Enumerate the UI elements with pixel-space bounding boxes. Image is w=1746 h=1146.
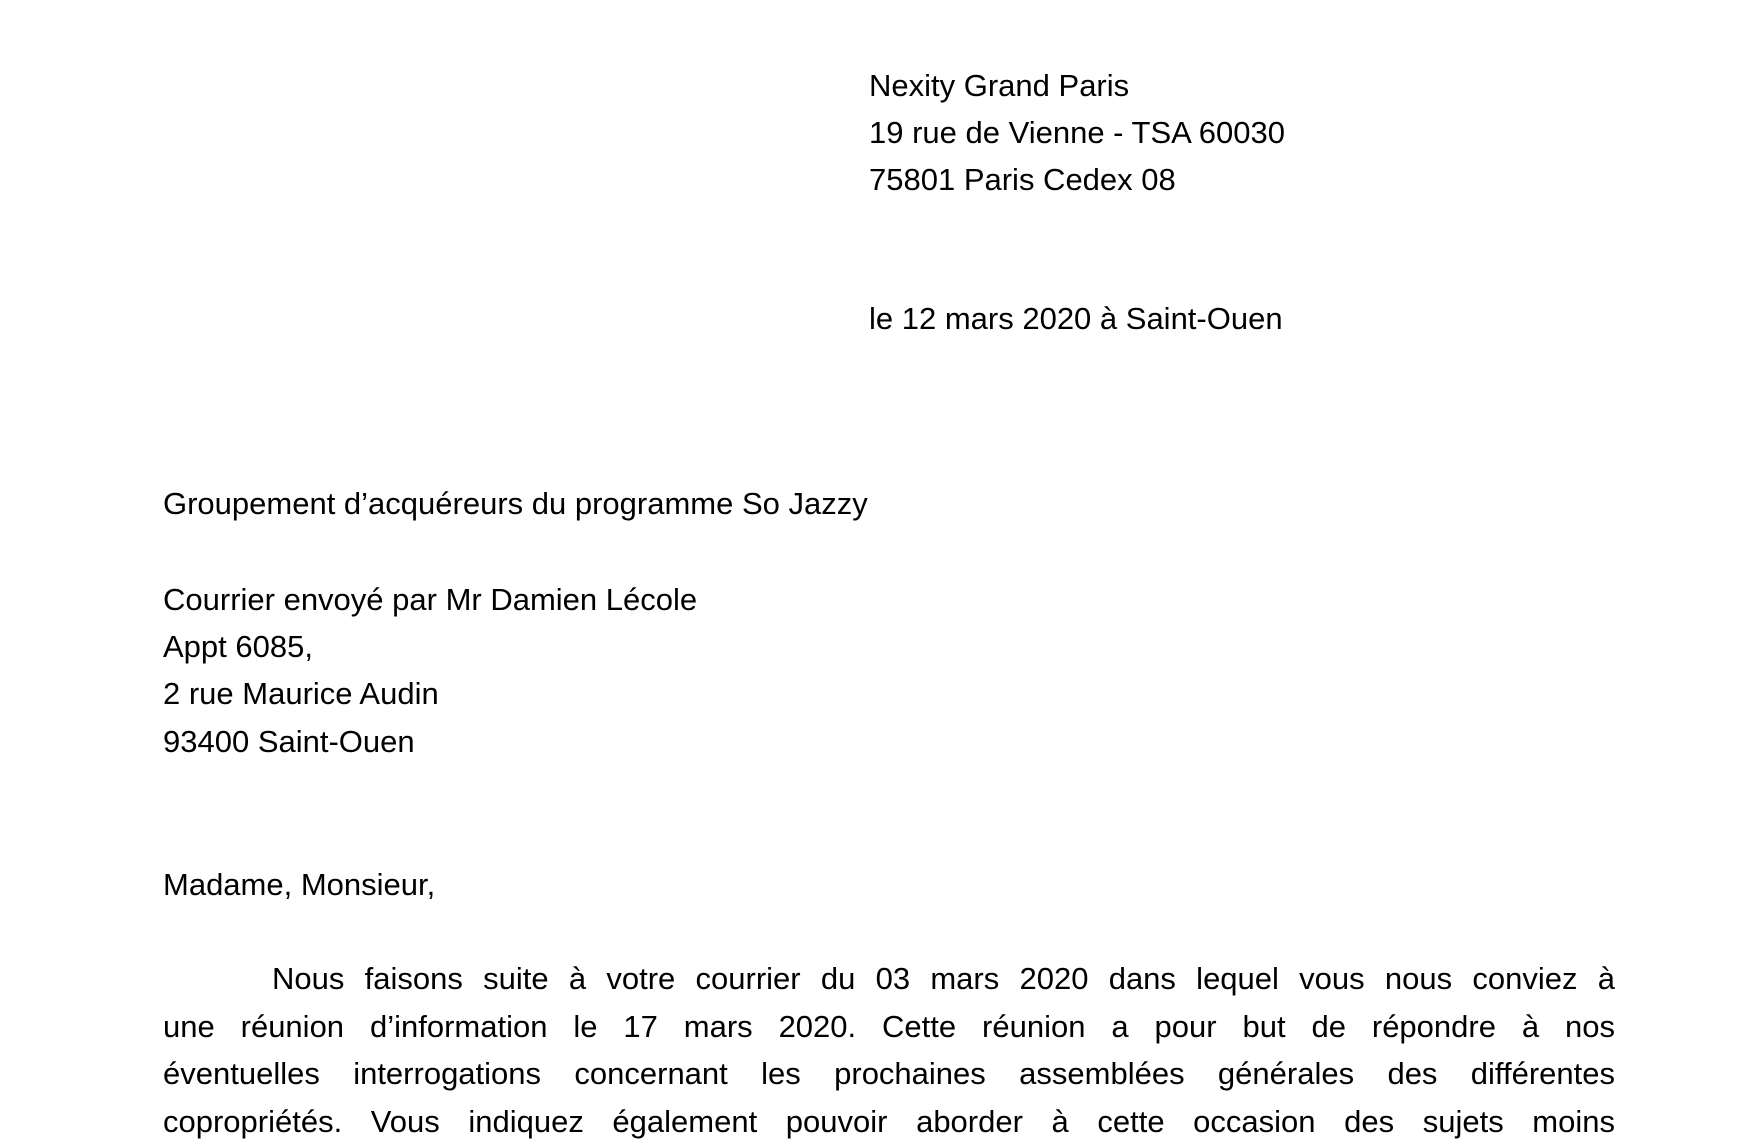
body-line: éventuelles interrogations concernant les prochaines assemblées générales des différentes [163,1056,1615,1091]
body-paragraph [163,955,1615,1145]
sender-sent-by: Courrier envoyé par Mr Damien Lécole [163,582,698,617]
sender-group: Groupement d’acquéreurs du programme So Jazzy [163,486,868,521]
date-place: le 12 mars 2020 à Saint-Ouen [869,301,1283,336]
salutation: Madame, Monsieur, [163,867,436,902]
sender-city: 93400 Saint-Ouen [163,724,415,759]
body-line: une réunion d’information le 17 mars 2020. Cette réunion a pour but de répondre à nos [163,1008,1615,1044]
recipient-name: Nexity Grand Paris [869,68,1130,103]
body-line: copropriétés. Vous indiquez également pouvoir aborder à cette occasion des sujets moins [163,1103,1615,1139]
body-line: Nous faisons suite à votre courrier du 03 mars 2020 dans lequel vous nous conviez à [272,961,1615,996]
sender-apartment: Appt 6085, [163,629,313,664]
recipient-street: 19 rue de Vienne - TSA 60030 [869,115,1285,150]
recipient-city: 75801 Paris Cedex 08 [869,162,1176,197]
sender-street: 2 rue Maurice Audin [163,676,439,711]
